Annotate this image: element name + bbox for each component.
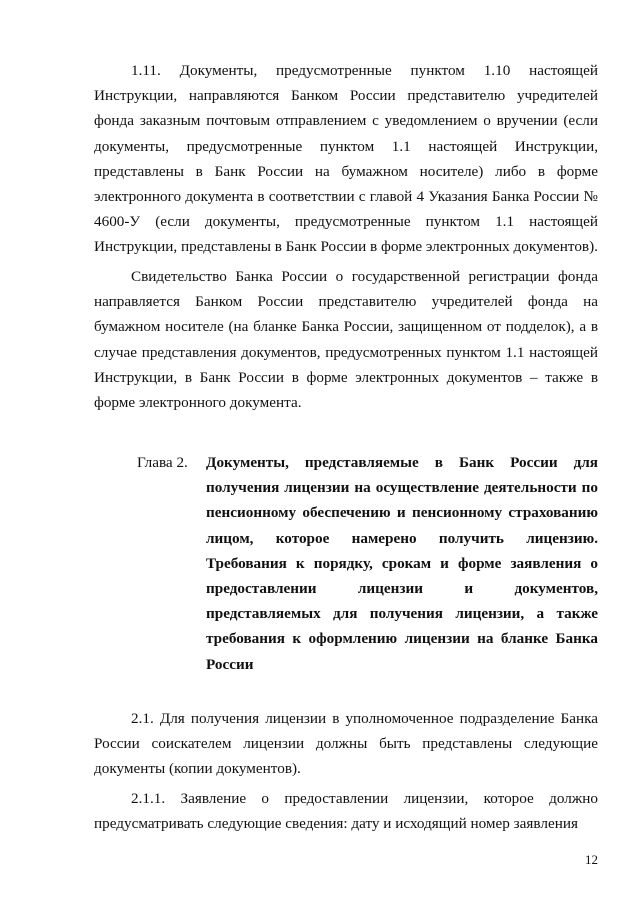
page-number: 12: [585, 852, 598, 867]
paragraph-certificate: Свидетельство Банка России о государственной регистрации фонда направляется Банком России представителю учредителей фонда на бумажном носителе (на бланке Банка России, защищенном от подделок), а в случае представления документов, предусмотренных пунктом 1.1 настоящей Инструкции, в Банк России в форме электронных документов – также в форме электронного документа.: [94, 268, 598, 412]
chapter-label: Глава 2.: [137, 454, 188, 471]
paragraph-2-1: 2.1. Для получения лицензии в уполномоченное подразделение Банка России соискателем лицензии должны быть представлены следующие документы (копии документов).: [94, 710, 598, 778]
paragraph-2-1-1: 2.1.1. Заявление о предоставлении лицензии, которое должно предусматривать следующие сведения: дату и исходящий номер заявления: [94, 790, 598, 833]
chapter-title: Документы, представляемые в Банк России для получения лицензии на осуществление деятельности по пенсионному обеспечению и пенсионному страхованию лицом, которое намерено получить лицензию. Требования к порядку, срокам и форме заявления о предоставлении лицензии и документов, представляемых для получения лицензии, а также требования к оформлению лицензии на бланке Банка России: [206, 454, 598, 673]
paragraph-1-11: 1.11. Документы, предусмотренные пунктом 1.10 настоящей Инструкции, направляются Банком России представителю учредителей фонда заказным почтовым отправлением с уведомлением о вручении (если документы, предусмотренные пунктом 1.1 настоящей Инструкции, представлены в Банк России на бумажном носителе) либо в форме электронного документа в соответствии с главой 4 Указания Банка России № 4600-У (если документы, предусмотренные пунктом 1.1 настоящей Инструкции, представлены в Банк России в форме электронных документов).: [94, 62, 598, 256]
